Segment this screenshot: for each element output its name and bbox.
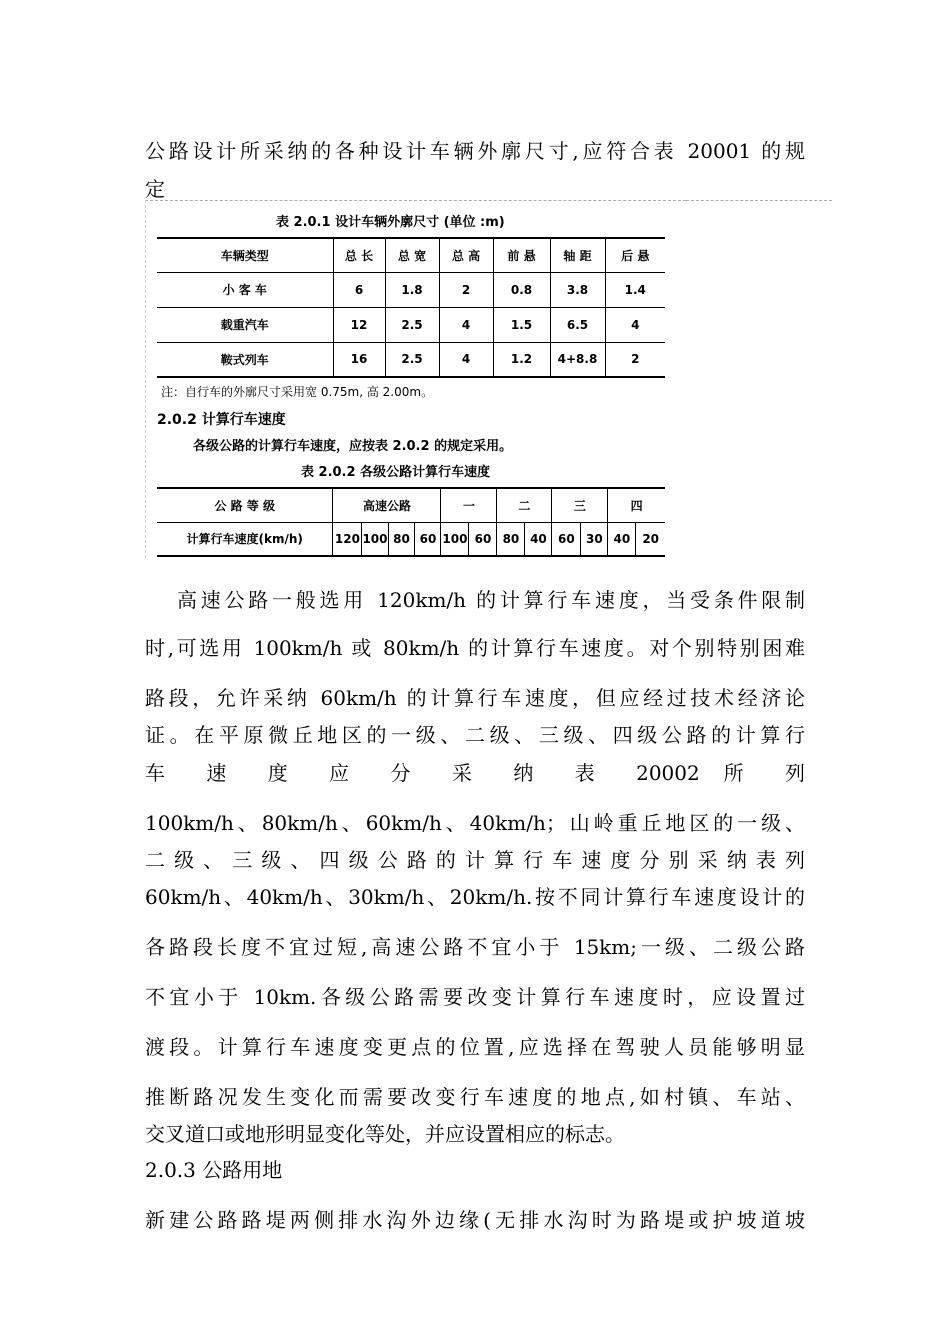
table1-header-cell: 总 高 [439, 238, 493, 272]
vehicle-size-table [157, 237, 665, 378]
speed-cell: 80 [388, 522, 415, 556]
speed-cell: 80 [497, 522, 525, 556]
intro-line-1: 公路设计所采纳的各种设计车辆外廓尺寸,应符合表 20001 的规 [145, 139, 805, 163]
table1-header-cell: 前 悬 [493, 238, 550, 272]
table-row [157, 272, 665, 307]
table2-caption: 表 2.0.2 各级公路计算行车速度 [301, 465, 491, 480]
body-line: 60km/h、40km/h、30km/h、20km/h.按不同计算行车速度设计的 [145, 885, 805, 909]
body-line: 高速公路一般选用 120km/h 的计算行车速度，当受条件限制 [177, 588, 805, 612]
speed-cell: 60 [415, 522, 441, 556]
section-2-0-2-heading: 2.0.2 计算行车速度 [157, 412, 286, 428]
speed-cell: 100 [441, 522, 469, 556]
intro-line-2: 定 [145, 177, 165, 201]
body-line: 二级、三级、四级公路的计算行车速度分别采纳表列 [145, 848, 805, 872]
speed-cell: 120 [333, 522, 362, 556]
table1-cell: 4 [439, 307, 493, 342]
table1-cell: 2.5 [385, 307, 439, 342]
table1-header-cell: 总 宽 [385, 238, 439, 272]
body-line: 100km/h、80km/h、60km/h、40km/h；山岭重丘地区的一级、 [145, 811, 805, 835]
table1-note: 注：自行车的外廓尺寸采用宽 0.75m, 高 2.00m。 [161, 385, 434, 399]
table2-header-row [157, 488, 665, 522]
table1-cell: 6.5 [550, 307, 605, 342]
table1-cell: 1.5 [493, 307, 550, 342]
table2-grade-cell: 二 [497, 488, 552, 522]
table1-cell: 3.8 [550, 272, 605, 307]
speed-cell: 30 [581, 522, 608, 556]
table-row [157, 342, 665, 377]
table1-cell: 4 [439, 342, 493, 377]
body-line: 渡段。计算行车速度变更点的位置,应选择在驾驶人员能够明显 [145, 1035, 805, 1059]
table1-header-cell: 后 悬 [605, 238, 665, 272]
dashed-border [686, 200, 832, 201]
table1-cell: 12 [333, 307, 385, 342]
body-line: 时,可选用 100km/h 或 80km/h 的计算行车速度。对个别特别困难 [145, 636, 805, 660]
table-row [157, 522, 665, 556]
table2-grade-cell: 四 [608, 488, 665, 522]
table1-cell: 4 [605, 307, 665, 342]
table1-cell: 1.4 [605, 272, 665, 307]
speed-cell: 40 [525, 522, 552, 556]
table1-header-cell: 车辆类型 [157, 238, 333, 272]
section-2-0-2-sentence: 各级公路的计算行车速度，应按表 2.0.2 的规定采用。 [193, 439, 513, 454]
table1-header-cell: 轴 距 [550, 238, 605, 272]
body-line: 新建公路路堤两侧排水沟外边缘(无排水沟时为路堤或护坡道坡 [145, 1208, 805, 1232]
table1-cell: 鞍式列车 [157, 342, 333, 377]
table-row [157, 307, 665, 342]
table2-grade-cell: 三 [552, 488, 608, 522]
table1-cell: 2 [605, 342, 665, 377]
body-line: 交叉道口或地形明显变化等处，并应设置相应的标志。 [145, 1122, 625, 1146]
table1-header-cell: 总 长 [333, 238, 385, 272]
body-line: 车 速 度 应 分 采 纳 表 20002 所 列 [145, 761, 805, 785]
body-line: 推断路况发生变化而需要改变行车速度的地点,如村镇、车站、 [145, 1085, 805, 1109]
table1-cell: 0.8 [493, 272, 550, 307]
table1-cell: 2 [439, 272, 493, 307]
body-line: 不宜小于 10km.各级公路需要改变计算行车速度时，应设置过 [145, 985, 805, 1009]
speed-cell: 40 [608, 522, 636, 556]
table1-cell: 16 [333, 342, 385, 377]
table1-cell: 载重汽车 [157, 307, 333, 342]
scanned-figure [145, 200, 686, 558]
body-line: 路段，允许采纳 60km/h 的计算行车速度，但应经过技术经济论 [145, 686, 805, 710]
table1-cell: 1.2 [493, 342, 550, 377]
table1-cell: 2.5 [385, 342, 439, 377]
table2-grade-cell: 高速公路 [333, 488, 441, 522]
body-line: 各路段长度不宜过短,高速公路不宜小于 15km;一级、二级公路 [145, 935, 805, 959]
table1-caption: 表 2.0.1 设计车辆外廓尺寸 (单位 :m) [276, 215, 505, 230]
table2-header-label: 公 路 等 级 [157, 488, 333, 522]
section-2-0-3-heading: 2.0.3 公路用地 [145, 1158, 283, 1182]
table1-cell: 小 客 车 [157, 272, 333, 307]
table1-cell: 4+8.8 [550, 342, 605, 377]
table1-header-row [157, 238, 665, 272]
body-line: 证。在平原微丘地区的一级、二级、三级、四级公路的计算行 [145, 723, 805, 747]
table2-grade-cell: 一 [441, 488, 497, 522]
table1-cell: 1.8 [385, 272, 439, 307]
speed-cell: 20 [636, 522, 665, 556]
speed-cell: 60 [552, 522, 581, 556]
table1-cell: 6 [333, 272, 385, 307]
design-speed-table [157, 487, 665, 557]
speed-cell: 100 [362, 522, 388, 556]
table2-row-label: 计算行车速度(km/h) [157, 522, 333, 556]
speed-cell: 60 [469, 522, 497, 556]
